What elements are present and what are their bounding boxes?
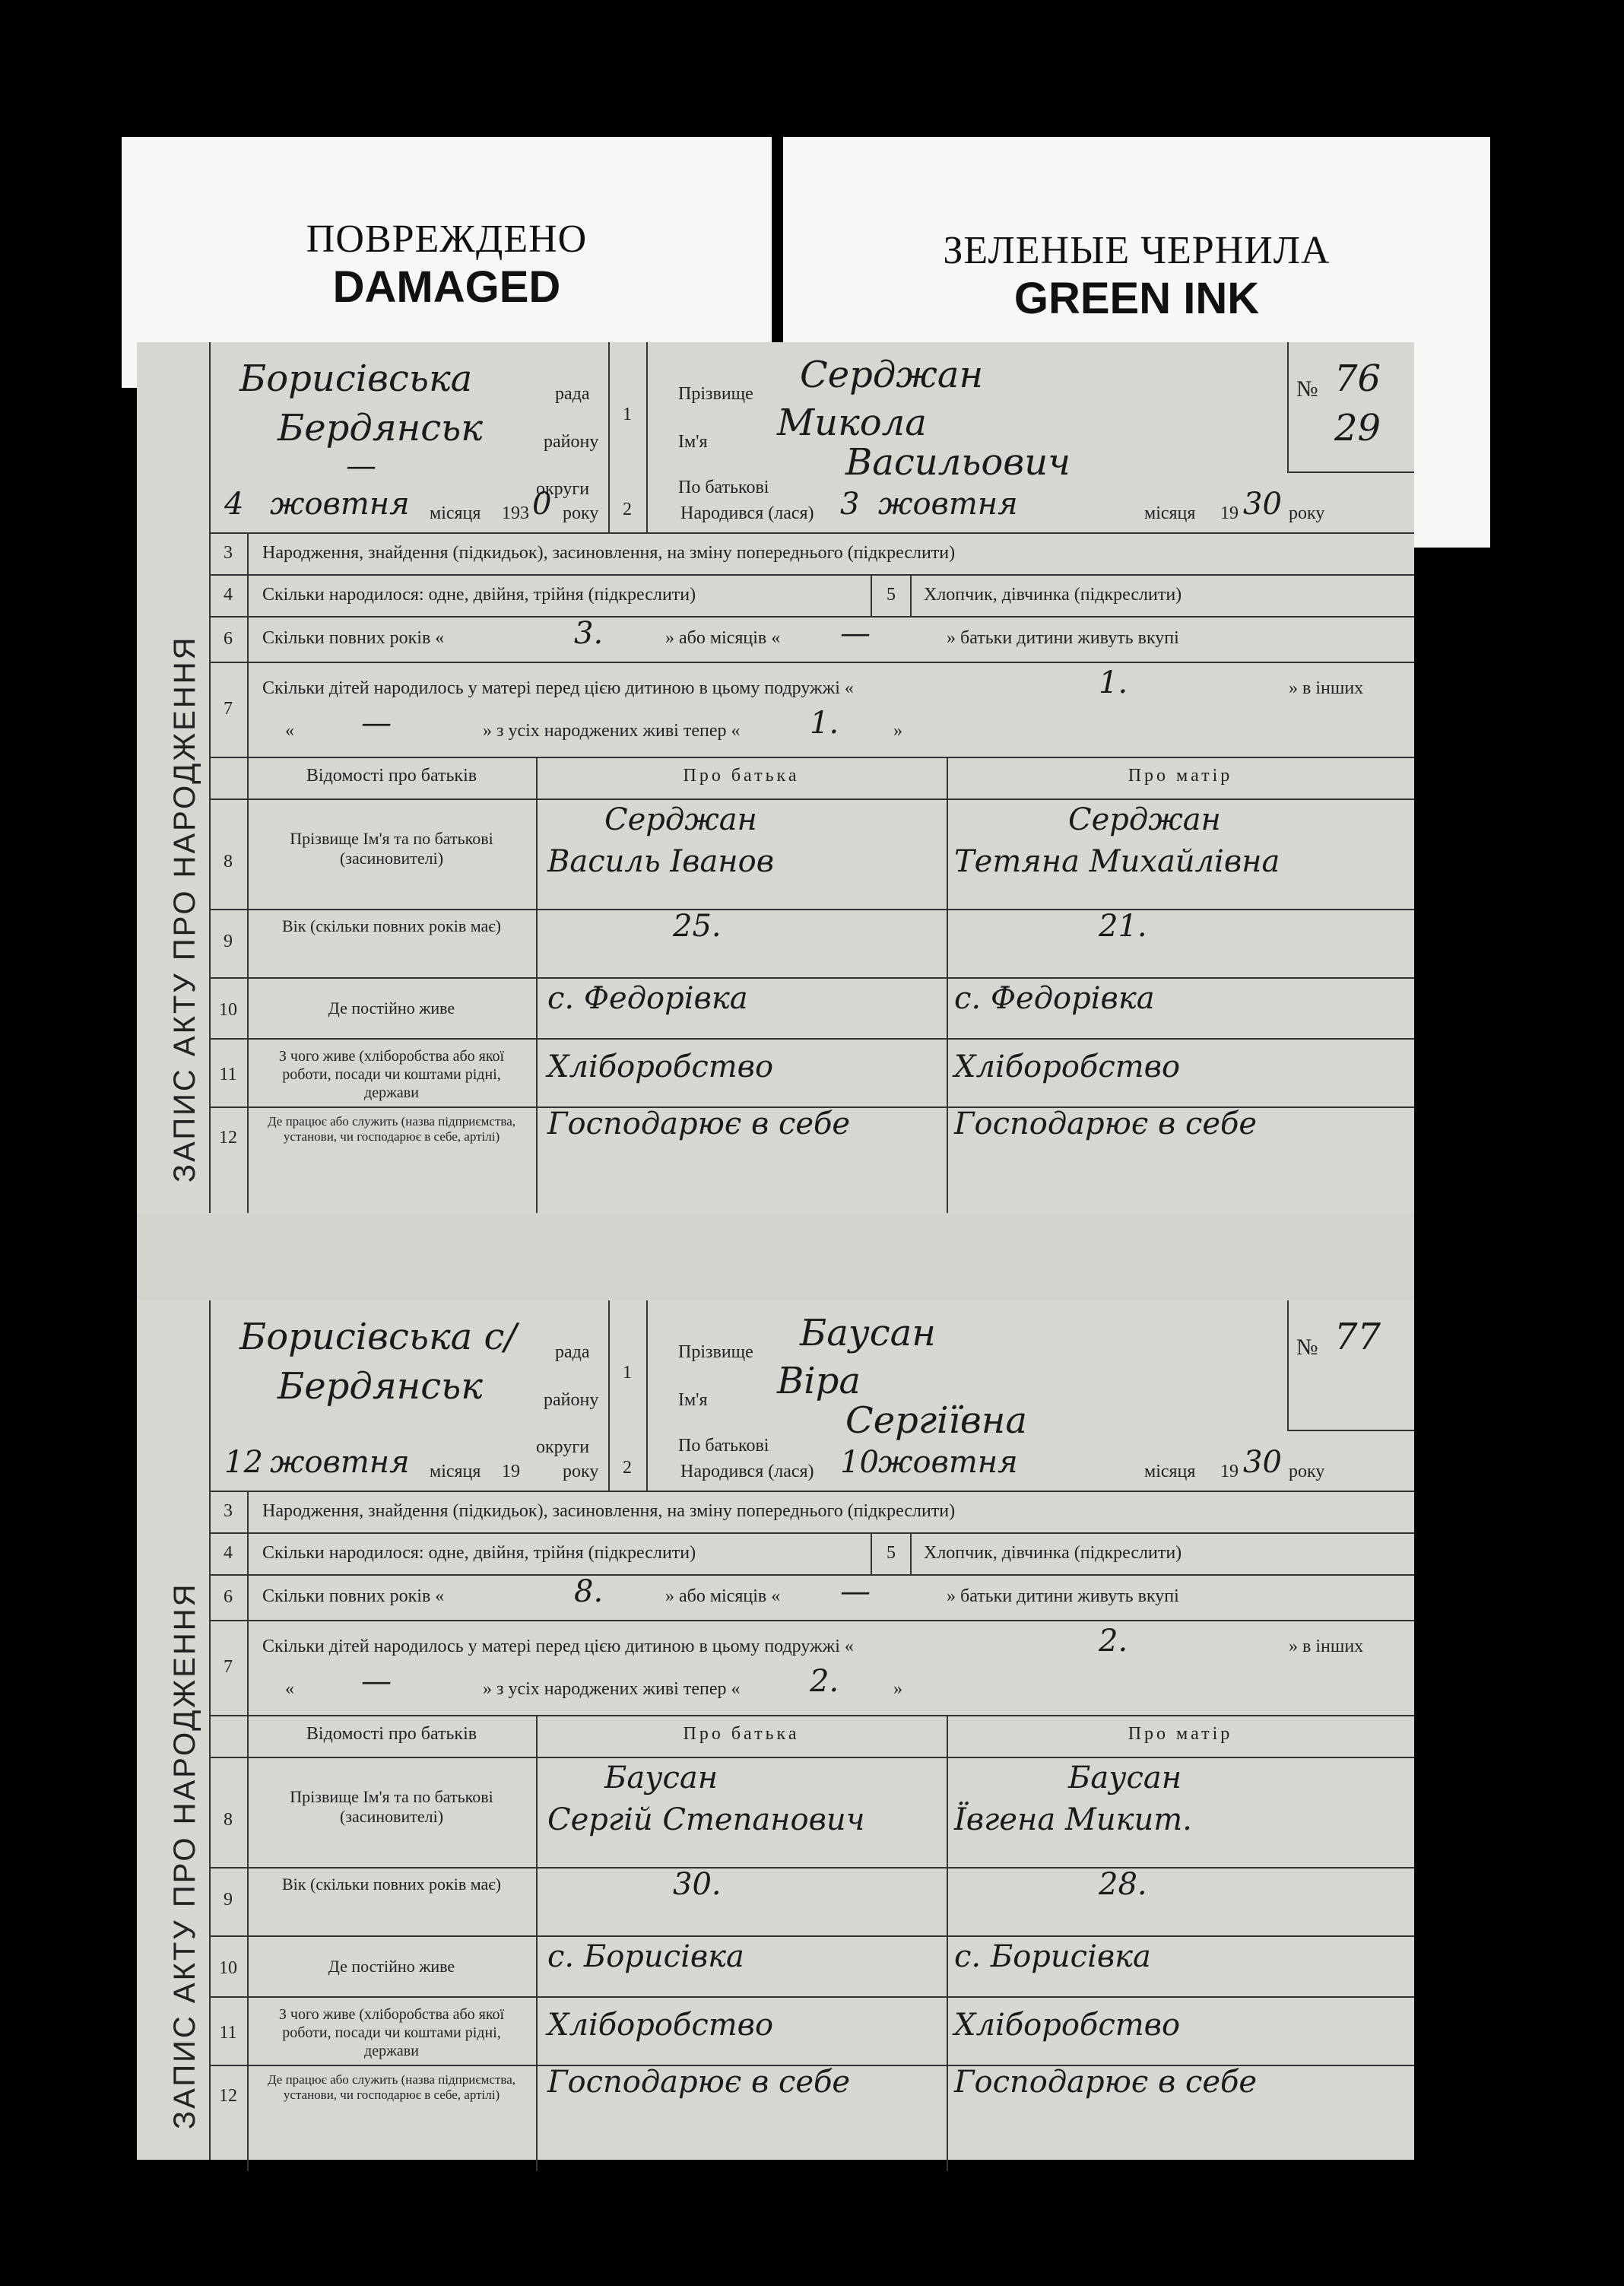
record-side-title-column: [137, 342, 211, 1213]
date-row: [209, 1445, 1414, 1492]
row-number-2: 2: [608, 1445, 648, 1491]
row-6-years-together: 6 Скільки повних років « 3. » або місяців « — » батьки дитини живуть вкупі: [209, 616, 1414, 663]
record-form-body: [209, 342, 1414, 1213]
father-work: Господарює в себе: [547, 1106, 851, 1141]
record-side-title: ЗАПИС АКТУ ПРО НАРОДЖЕННЯ: [168, 1582, 201, 2129]
mother-occupation: Хліборобство: [954, 1049, 1181, 1084]
p11-label: З чого живе (хліборобства або якої роботи, посади чи коштами рідні, держави: [278, 1048, 505, 1101]
born-year-label: року: [1289, 1462, 1325, 1481]
row-7-text-c: » з усіх народжених живі тепер «: [483, 721, 741, 741]
children-alive: 1.: [810, 706, 839, 741]
p8-label: Прізвище Ім'я та по батькові (засиновителі): [290, 1787, 493, 1826]
damaged-label-ru: ПОВРЕЖДЕНО: [306, 217, 588, 261]
mother-surname: Серджан: [1068, 802, 1221, 837]
row-7-text-a: Скільки дітей народилось у матері перед цією дитиною в цьому подружжі «: [262, 678, 854, 698]
row-5-text: Хлопчик, дівчинка (підкреслити): [924, 1543, 1182, 1563]
father-column: [536, 757, 948, 1213]
p9-label: Вік (скільки повних років має): [281, 916, 502, 935]
father-lives: с. Федорівка: [547, 981, 748, 1016]
row-4-5-count-sex: 4 Скільки народилося: одне, двійня, трійня (підкреслити) 5 Хлопчик, дівчинка (підкреслити): [209, 574, 1414, 618]
children-before: 2.: [1099, 1624, 1128, 1659]
record-number-box: [1287, 1300, 1414, 1431]
row-7-text-b: » в інших: [1289, 678, 1364, 698]
row-5-text: Хлопчик, дівчинка (підкреслити): [924, 585, 1182, 605]
born-year-prefix: 19: [1220, 503, 1239, 523]
row-number-1: 1: [608, 1300, 648, 1445]
okruha-label: округи: [536, 479, 590, 499]
father-head: Про батька: [683, 1724, 800, 1744]
okruha-value: —: [346, 449, 376, 484]
reg-year-label: року: [563, 503, 599, 523]
mother-head: Про матір: [1128, 1724, 1233, 1744]
row-3-event-type: 3 Народження, знайдення (підкидьок), засиновлення, на зміну попереднього (підкреслити): [209, 532, 1414, 576]
born-label: Народився (лася): [680, 503, 814, 523]
reg-month-label: місяця: [430, 503, 481, 523]
reg-year-suffix: 0: [532, 487, 552, 522]
row-6-text-b: » або місяців «: [665, 1586, 781, 1606]
row-3-event-type: 3 Народження, знайдення (підкидьок), засиновлення, на зміну попереднього (підкреслити): [209, 1491, 1414, 1534]
date-row: [209, 487, 1414, 534]
parents-head: Відомості про батьків: [306, 1724, 477, 1744]
reg-year-label: року: [563, 1462, 599, 1481]
row-7-text-a: Скільки дітей народилось у матері перед цією дитиною в цьому подружжі «: [262, 1637, 854, 1656]
mother-name: Тетяна Михайлівна: [954, 844, 1280, 879]
row-number-1: 1: [608, 342, 648, 487]
damaged-label-en: DAMAGED: [332, 262, 561, 312]
birth-record-1: [137, 342, 1414, 1213]
mother-column: [947, 757, 1414, 1213]
born-month: жовтня: [878, 487, 1018, 522]
p8-label: Прізвище Ім'я та по батькові (засиновителі): [290, 829, 493, 868]
years-together: 3.: [574, 616, 604, 651]
record-form-body: [209, 1300, 1414, 2160]
mother-surname: Баусан: [1068, 1761, 1182, 1795]
p11-label: З чого живе (хліборобства або якої роботи, посади чи коштами рідні, держави: [278, 2006, 505, 2059]
born-label: Народився (лася): [680, 1462, 814, 1481]
reg-day: 12: [224, 1445, 263, 1480]
father-age: 25.: [673, 909, 722, 944]
born-month-label: місяця: [1144, 503, 1196, 523]
mother-occupation: Хліборобство: [954, 2008, 1181, 2043]
p9-label: Вік (скільки повних років має): [281, 1875, 502, 1894]
reg-month: жовтня: [270, 1445, 410, 1480]
p12-label: Де працює або служить (назва підприємства, установи, чи господарює в себе, артілі): [267, 2072, 516, 2102]
mother-lives: с. Федорівка: [954, 981, 1155, 1016]
name-value: Віра: [777, 1360, 861, 1402]
children-other: —: [361, 1664, 392, 1699]
row-7-children: 7 Скільки дітей народилось у матері перед цією дитиною в цьому подружжі « 1. » в інших « — » з усіх народжених живі тепер « 1. »: [209, 662, 1414, 758]
record-number: 76: [1334, 357, 1381, 400]
father-head: Про батька: [683, 766, 800, 786]
record-number-secondary: 29: [1334, 407, 1381, 449]
raion-label: району: [544, 432, 599, 452]
okruha-label: округи: [536, 1437, 590, 1457]
row-4-5-count-sex: 4 Скільки народилося: одне, двійня, трійня (підкреслити) 5 Хлопчик, дівчинка (підкреслити): [209, 1532, 1414, 1576]
father-occupation: Хліборобство: [547, 2008, 774, 2043]
number-sign: №: [1296, 376, 1318, 402]
row-3-text: Народження, знайдення (підкидьок), засиновлення, на зміну попереднього (підкреслити): [262, 543, 956, 563]
p12-label: Де працює або служить (назва підприємства, установи, чи господарює в себе, артілі): [267, 1114, 516, 1144]
born-year-label: року: [1289, 503, 1325, 523]
row-7-children: 7 Скільки дітей народилось у матері перед цією дитиною в цьому подружжі « 2. » в інших « — » з усіх народжених живі тепер « 2. »: [209, 1620, 1414, 1716]
row-6-text-b: » або місяців «: [665, 628, 781, 648]
birth-record-2: [137, 1300, 1414, 2160]
reg-month-label: місяця: [430, 1462, 481, 1481]
name-value: Микола: [777, 402, 927, 444]
reg-day: 4: [224, 487, 244, 522]
parents-head: Відомості про батьків: [306, 766, 477, 786]
row-3-text: Народження, знайдення (підкидьок), засиновлення, на зміну попереднього (підкреслити): [262, 1501, 956, 1521]
patronymic-value: Сергіївна: [845, 1399, 1027, 1442]
father-lives: с. Борисівка: [547, 1939, 744, 1974]
green-ink-label-en: GREEN INK: [1013, 274, 1260, 323]
father-surname: Баусан: [604, 1761, 718, 1795]
surname-label: Прізвище: [678, 1342, 753, 1362]
number-sign: №: [1296, 1335, 1318, 1360]
record-side-title-column: [137, 1300, 211, 2160]
surname-value: Серджан: [800, 354, 984, 396]
raion-label: району: [544, 1390, 599, 1410]
patronymic-label: По батькові: [678, 478, 769, 497]
patronymic-value: Васильович: [845, 441, 1071, 484]
raion-value: Бердянськ: [278, 1365, 483, 1408]
p10-label: Де постійно живе: [328, 999, 455, 1018]
record-number: 77: [1334, 1316, 1381, 1358]
row-6-years-together: 6 Скільки повних років « 8. » або місяців « — » батьки дитини живуть вкупі: [209, 1574, 1414, 1621]
parents-table: 8 9 10 11 12 Відомості про батьків Прізвище Ім'я та по батькові (засиновителі) Вік (скільки повних років має) Де постійно живе З чого живе (хліборобства або якої роботи, посади чи коштами рідні, держави Де працює або служить (назва підприємства, установи, чи господарює в себе, артілі) Про батька Баусан Сергій Степанович 30. с. Борисівка Хліборобство Господарює в себе Про матір Баусан Ївгена Микит. 28. с. Борисівка Хліборобство Господарює в себе: [209, 1715, 1414, 2171]
rada-label: рада: [555, 1342, 590, 1362]
mother-age: 28.: [1099, 1867, 1147, 1902]
name-label: Ім'я: [678, 432, 708, 452]
record-side-title: ЗАПИС АКТУ ПРО НАРОДЖЕННЯ: [168, 635, 201, 1183]
children-before: 1.: [1099, 665, 1128, 700]
row-6-text-a: Скільки повних років «: [262, 628, 445, 648]
born-day: 3: [840, 487, 860, 522]
months-together: —: [840, 1574, 871, 1609]
father-column: [536, 1715, 948, 2171]
mother-head: Про матір: [1128, 766, 1233, 786]
children-alive: 2.: [810, 1664, 839, 1699]
father-name: Сергій Степанович: [547, 1802, 865, 1837]
children-other: —: [361, 706, 392, 741]
reg-year-prefix: 19: [502, 1462, 520, 1481]
row-4-text: Скільки народилося: одне, двійня, трійня (підкреслити): [262, 585, 696, 605]
father-surname: Серджан: [604, 802, 757, 837]
mother-name: Ївгена Микит.: [954, 1802, 1192, 1837]
mother-work: Господарює в себе: [954, 2065, 1258, 2100]
record-number-box: [1287, 342, 1414, 473]
surname-value: Баусан: [800, 1312, 936, 1354]
mother-age: 21.: [1099, 909, 1147, 944]
mother-column: [947, 1715, 1414, 2171]
born-year-prefix: 19: [1220, 1462, 1239, 1481]
p10-label: Де постійно живе: [328, 1957, 455, 1976]
months-together: —: [840, 616, 871, 651]
rada-value: Бориcівська: [239, 357, 473, 400]
row-7-text-c: » з усіх народжених живі тепер «: [483, 1679, 741, 1699]
row-number-2: 2: [608, 487, 648, 532]
surname-label: Прізвище: [678, 384, 753, 404]
father-name: Василь Іванов: [547, 844, 775, 879]
parents-table: 8 9 10 11 12 Відомості про батьків Прізвище Ім'я та по батькові (засиновителі) Вік (скільки повних років має) Де постійно живе З чого живе (хліборобства або якої роботи, посади чи коштами рідні, держави Де працює або служить (назва підприємства, установи, чи господарює в себе, артілі) Про батька Серджан Василь Іванов 25. с. Федорівка Хліборобство Господарює в себе Про матір Серджан Тетяна Михайлівна 21. с. Федорівка Хліборобство Господарює в себе: [209, 757, 1414, 1213]
row-6-text-c: » батьки дитини живуть вкупі: [947, 1586, 1179, 1606]
row-7-text-b: » в інших: [1289, 1637, 1364, 1656]
name-label: Ім'я: [678, 1390, 708, 1410]
born-month: жовтня: [878, 1445, 1018, 1480]
father-occupation: Хліборобство: [547, 1049, 774, 1084]
patronymic-label: По батькові: [678, 1436, 769, 1456]
page-fold-gap: [137, 1213, 1414, 1300]
reg-month: жовтня: [270, 487, 410, 522]
years-together: 8.: [574, 1574, 604, 1609]
rada-label: рада: [555, 384, 590, 404]
mother-lives: с. Борисівка: [954, 1939, 1151, 1974]
row-6-text-c: » батьки дитини живуть вкупі: [947, 628, 1179, 648]
reg-year-prefix: 193: [502, 503, 529, 523]
born-month-label: місяця: [1144, 1462, 1196, 1481]
born-year-suffix: 30: [1243, 487, 1282, 522]
mother-work: Господарює в себе: [954, 1106, 1258, 1141]
born-day: 10: [840, 1445, 879, 1480]
father-work: Господарює в себе: [547, 2065, 851, 2100]
born-year-suffix: 30: [1243, 1445, 1282, 1480]
rada-value: Борисівська с/: [239, 1316, 517, 1358]
green-ink-label-ru: ЗЕЛЕНЫЕ ЧЕРНИЛА: [943, 229, 1331, 272]
row-4-text: Скільки народилося: одне, двійня, трійня (підкреслити): [262, 1543, 696, 1563]
raion-value: Бердянськ: [278, 407, 483, 449]
row-6-text-a: Скільки повних років «: [262, 1586, 445, 1606]
father-age: 30.: [673, 1867, 722, 1902]
